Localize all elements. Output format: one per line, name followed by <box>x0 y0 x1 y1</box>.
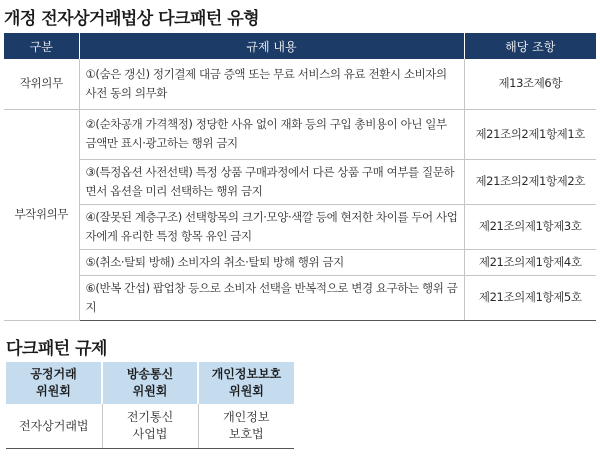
category-cell: 부작위의무 <box>4 109 79 320</box>
law-cell: 제21조의2제1항제2호 <box>464 159 596 204</box>
law-cell: 제21조의제1항제4호 <box>464 249 596 275</box>
regulation-table <box>6 362 294 449</box>
table-row <box>4 109 596 159</box>
content-cell: ⑤(취소·탈퇴 방해) 소비자의 취소·탈퇴 방해 행위 금지 <box>79 249 464 275</box>
content-cell: ②(순차공개 가격책정) 정당한 사유 없이 재화 등의 구입 총비용이 아닌 일부 금액만 표시·광고하는 행위 금지 <box>79 109 464 159</box>
law-cell: 제21조의제1항제3호 <box>464 204 596 249</box>
law-cell: 제21조의2제1항제1호 <box>464 109 596 159</box>
table-row <box>4 275 596 320</box>
table-header-row <box>4 33 596 59</box>
law-cell: 전기통신 사업법 <box>102 404 198 449</box>
content-cell: ①(숨은 갱신) 정기결제 대금 증액 또는 무료 서비스의 유료 전환시 소비자의 사전 동의 의무화 <box>79 59 464 109</box>
law-cell: 제21조의제1항제5호 <box>464 275 596 320</box>
header-category: 구분 <box>4 33 79 59</box>
dark-pattern-types-table <box>4 33 596 321</box>
header-content: 규제 내용 <box>79 33 464 59</box>
page-title: 개정 전자상거래법상 다크패턴 유형 <box>4 9 260 29</box>
category-cell: 작위의무 <box>4 59 79 109</box>
law-cell: 전자상거래법 <box>6 404 102 449</box>
law-cell: 개인정보 보호법 <box>198 404 294 449</box>
table-row <box>4 59 596 109</box>
header-kcc: 방송통신 위원회 <box>102 362 198 404</box>
table-row <box>4 159 596 204</box>
header-ftc: 공정거래 위원회 <box>6 362 102 404</box>
table-header-row <box>6 362 294 404</box>
table-row <box>4 249 596 275</box>
table-row <box>4 204 596 249</box>
content-cell: ④(잘못된 계층구조) 선택항목의 크기·모양·색깔 등에 현저한 차이를 두어 사업자에게 유리한 특정 항목 유인 금지 <box>79 204 464 249</box>
header-law: 해당 조항 <box>464 33 596 59</box>
content-cell: ⑥(반복 간섭) 팝업창 등으로 소비자 선택을 반복적으로 변경 요구하는 행위 금지 <box>79 275 464 320</box>
content-cell: ③(특정옵션 사전선택) 특정 상품 구매과정에서 다른 상품 구매 여부를 질문하면서 옵션을 미리 선택하는 행위 금지 <box>79 159 464 204</box>
section-title: 다크패턴 규제 <box>6 339 107 359</box>
header-pipc: 개인정보보호 위원회 <box>198 362 294 404</box>
law-cell: 제13조제6항 <box>464 59 596 109</box>
table-row <box>6 404 294 449</box>
